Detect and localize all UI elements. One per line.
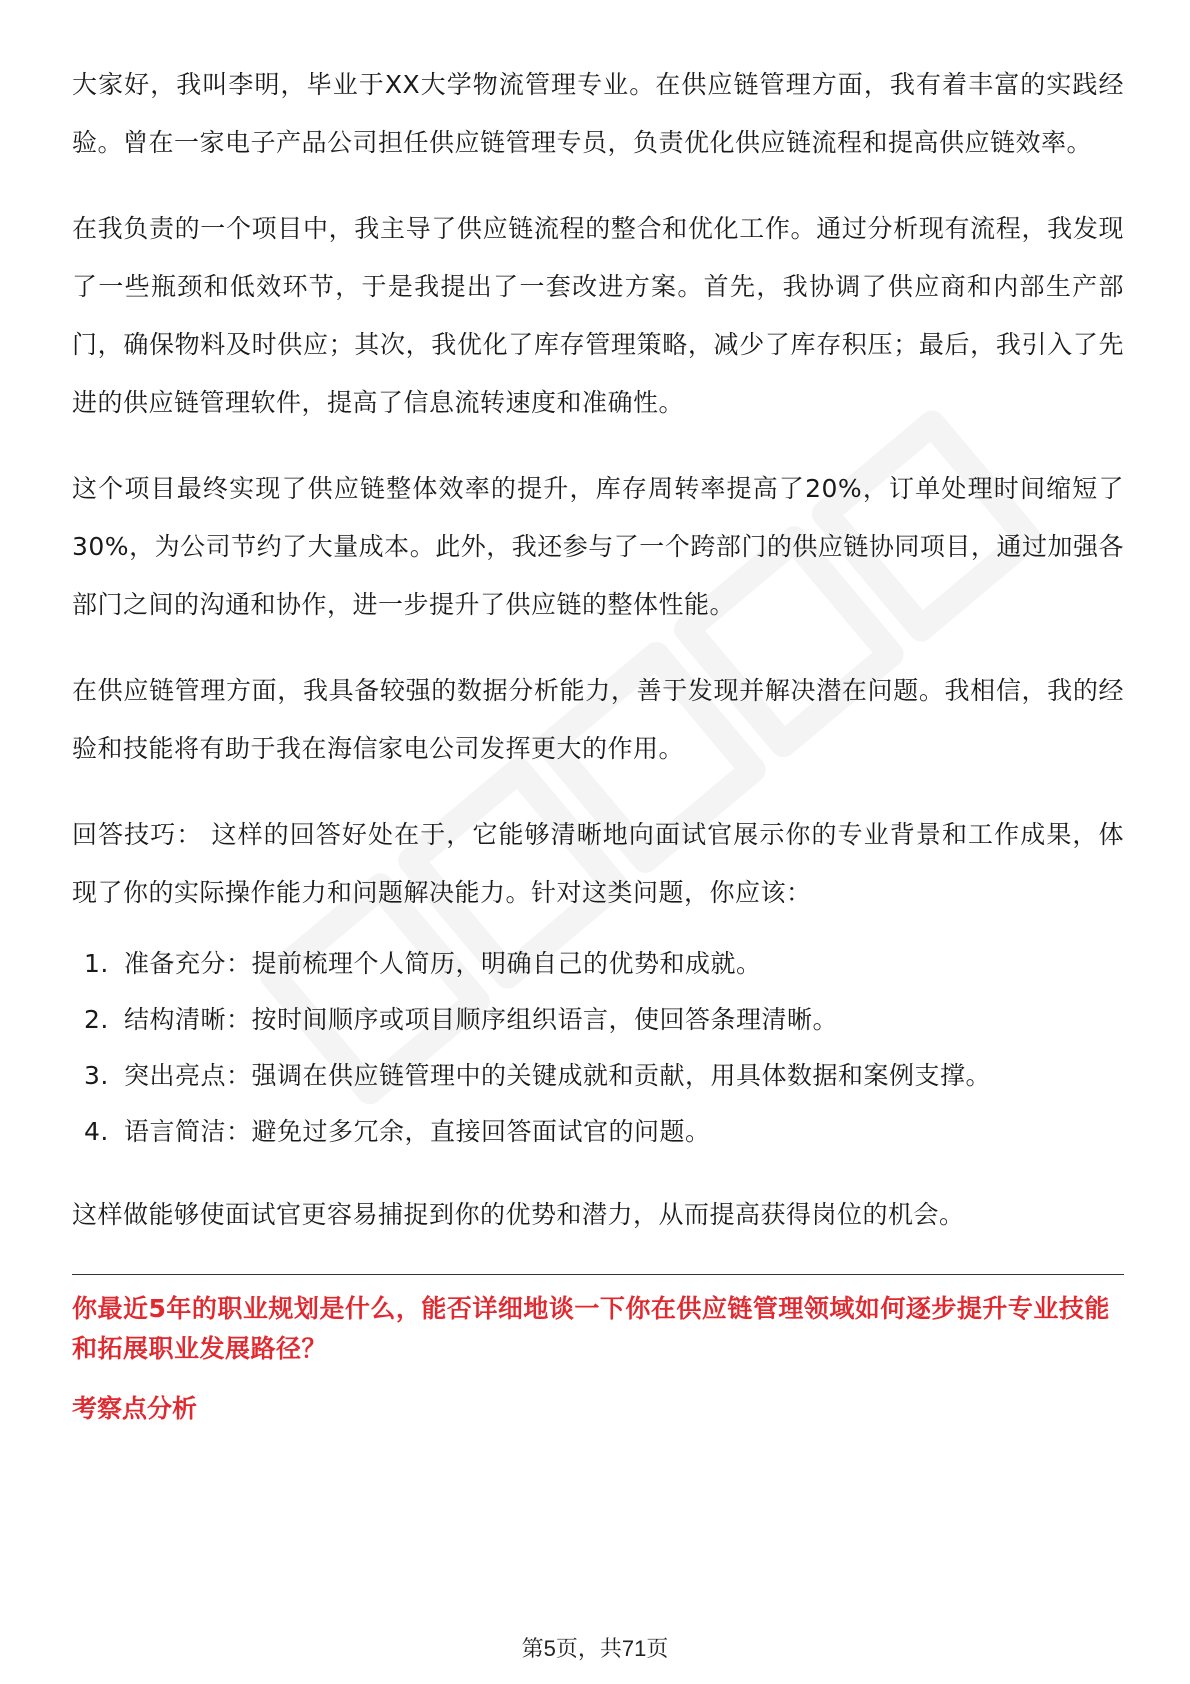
list-item-text: 语言简洁：避免过多冗余，直接回答面试官的问题。 xyxy=(124,1117,711,1146)
list-item xyxy=(84,936,1124,992)
list-item-number: 3. xyxy=(84,1061,109,1090)
list-item-text: 准备充分：提前梳理个人简历，明确自己的优势和成就。 xyxy=(124,949,762,978)
list-item-text: 结构清晰：按时间顺序或项目顺序组织语言，使回答条理清晰。 xyxy=(124,1005,839,1034)
section-title: 考察点分析 xyxy=(72,1394,198,1423)
paragraph-closing: 这样做能够使面试官更容易捕捉到你的优势和潜力，从而提高获得岗位的机会。 xyxy=(72,1200,965,1229)
list-item xyxy=(84,1104,1124,1160)
paragraph-skills: 在供应链管理方面，我具备较强的数据分析能力，善于发现并解决潜在问题。我相信，我的经验和技能将有助于我在海信家电公司发挥更大的作用。 xyxy=(72,676,1124,763)
page-footer: 第5页，共71页 xyxy=(0,1632,1190,1663)
interview-question: 你最近5年的职业规划是什么，能否详细地谈一下你在供应链管理领域如何逐步提升专业技能和拓展职业发展路径？ xyxy=(72,1294,1110,1363)
paragraph-project: 在我负责的一个项目中，我主导了供应链流程的整合和优化工作。通过分析现有流程，我发现了一些瓶颈和低效环节，于是我提出了一套改进方案。首先，我协调了供应商和内部生产部门，确保物料及时供应；其次，我优化了库存管理策略，减少了库存积压；最后，我引入了先进的供应链管理软件，提高了信息流转速度和准确性。 xyxy=(72,214,1124,417)
document-body xyxy=(72,56,1124,1429)
paragraph-answer-tips: 回答技巧： 这样的回答好处在于，它能够清晰地向面试官展示你的专业背景和工作成果，体现了你的实际操作能力和问题解决能力。针对这类问题，你应该： xyxy=(72,820,1124,907)
list-item-text: 突出亮点：强调在供应链管理中的关键成就和贡献，用具体数据和案例支撑。 xyxy=(124,1061,992,1090)
paragraph-intro: 大家好，我叫李明，毕业于XX大学物流管理专业。在供应链管理方面，我有着丰富的实践经验。曾在一家电子产品公司担任供应链管理专员，负责优化供应链流程和提高供应链效率。 xyxy=(72,70,1124,157)
list-item xyxy=(84,1048,1124,1104)
tips-list xyxy=(72,936,1124,1160)
list-item-number: 4. xyxy=(84,1117,109,1146)
paragraph-results: 这个项目最终实现了供应链整体效率的提升，库存周转率提高了20%，订单处理时间缩短了30%，为公司节约了大量成本。此外，我还参与了一个跨部门的供应链协同项目，通过加强各部门之间的沟通和协作，进一步提升了供应链的整体性能。 xyxy=(72,474,1124,619)
list-item-number: 2. xyxy=(84,1005,109,1034)
list-item xyxy=(84,992,1124,1048)
section-divider xyxy=(72,1274,1124,1275)
list-item-number: 1. xyxy=(84,949,109,978)
